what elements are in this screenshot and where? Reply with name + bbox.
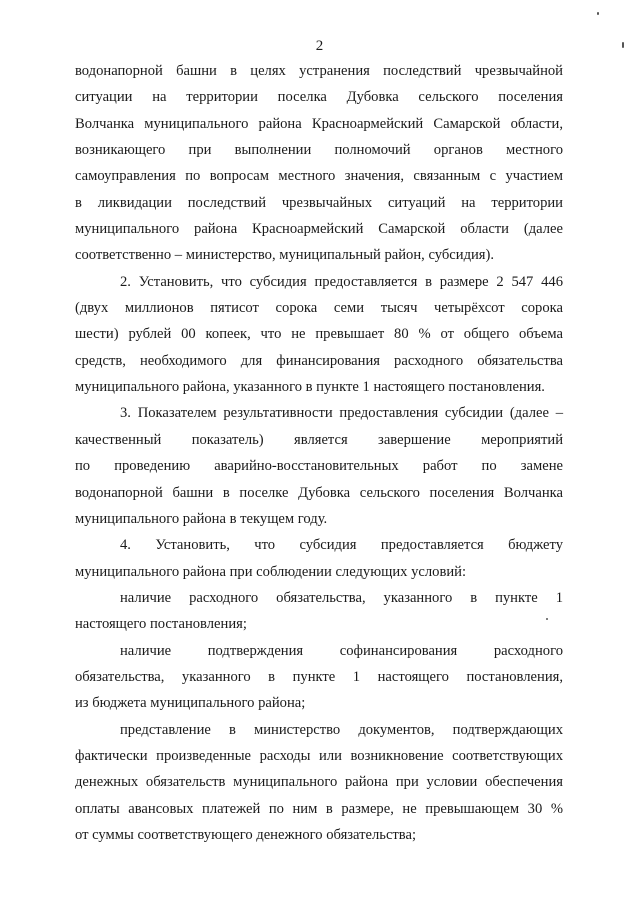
text-line: по проведению аварийно-восстановительных работ по замене bbox=[75, 458, 563, 475]
text-line: муниципального района в текущем году. bbox=[75, 510, 328, 527]
text-line: ситуации на территории поселка Дубовка сельского поселения bbox=[75, 89, 563, 106]
text-line: наличие подтверждения софинансирования расходного bbox=[120, 642, 563, 659]
text-line: Волчанка муниципального района Красноармейский Самарской области, bbox=[75, 115, 563, 132]
document-body bbox=[75, 62, 563, 852]
scan-speck bbox=[546, 618, 548, 620]
text-line: в ликвидации последствий чрезвычайных ситуаций на территории bbox=[75, 194, 563, 211]
text-line: шести) рублей 00 копеек, что не превышает 80 % от общего объема bbox=[75, 326, 563, 343]
paragraph-4 bbox=[75, 536, 563, 589]
paragraph-6 bbox=[75, 642, 563, 721]
text-line: от суммы соответствующего денежного обязательства; bbox=[75, 826, 417, 843]
text-line: муниципального района при соблюдении следующих условий: bbox=[75, 563, 467, 580]
text-line: 4. Установить, что субсидия предоставляется бюджету bbox=[120, 537, 563, 554]
paragraph-2 bbox=[75, 273, 563, 405]
scan-speck bbox=[622, 42, 624, 48]
text-line: оплаты авансовых платежей по ним в размере, не превышающем 30 % bbox=[75, 800, 563, 817]
text-line: водонапорной башни в целях устранения последствий чрезвычайной bbox=[75, 63, 563, 79]
text-line: наличие расходного обязательства, указанного в пункте 1 bbox=[120, 589, 563, 606]
paragraph-5 bbox=[75, 589, 563, 642]
text-line: водонапорной башни в поселке Дубовка сельского поселения Волчанка bbox=[75, 484, 563, 501]
text-line: настоящего постановления; bbox=[75, 616, 247, 633]
text-line: возникающего при выполнении полномочий органов местного bbox=[75, 142, 563, 159]
paragraph-7 bbox=[75, 721, 563, 853]
text-line: денежных обязательств муниципального района при условии обеспечения bbox=[75, 774, 563, 791]
text-line: 3. Показателем результативности предоставления субсидии (далее – bbox=[120, 405, 563, 422]
text-line: представление в министерство документов, подтверждающих bbox=[120, 721, 563, 738]
page-number: 2 bbox=[315, 38, 324, 54]
text-line: (двух миллионов пятисот сорока семи тысяч четырёхсот сорока bbox=[75, 300, 563, 317]
text-line: самоуправления по вопросам местного значения, связанным с участием bbox=[75, 168, 563, 185]
text-line: из бюджета муниципального района; bbox=[75, 695, 306, 712]
scan-speck bbox=[597, 12, 599, 15]
paragraph-3 bbox=[75, 404, 563, 536]
text-line: соответственно – министерство, муниципальный район, субсидия). bbox=[75, 247, 495, 264]
text-line: качественный показатель) является завершение мероприятий bbox=[75, 431, 563, 448]
text-line: средств, необходимого для финансирования расходного обязательства bbox=[75, 352, 563, 369]
paragraph-1 bbox=[75, 62, 563, 273]
text-line: муниципального района, указанного в пункте 1 настоящего постановления. bbox=[75, 379, 545, 396]
text-line: обязательства, указанного в пункте 1 настоящего постановления, bbox=[75, 668, 563, 685]
text-line: муниципального района Красноармейский Самарской области (далее bbox=[75, 221, 563, 238]
text-line: 2. Установить, что субсидия предоставляется в размере 2 547 446 bbox=[120, 273, 563, 290]
text-line: фактически произведенные расходы или возникновение соответствующих bbox=[75, 747, 563, 764]
